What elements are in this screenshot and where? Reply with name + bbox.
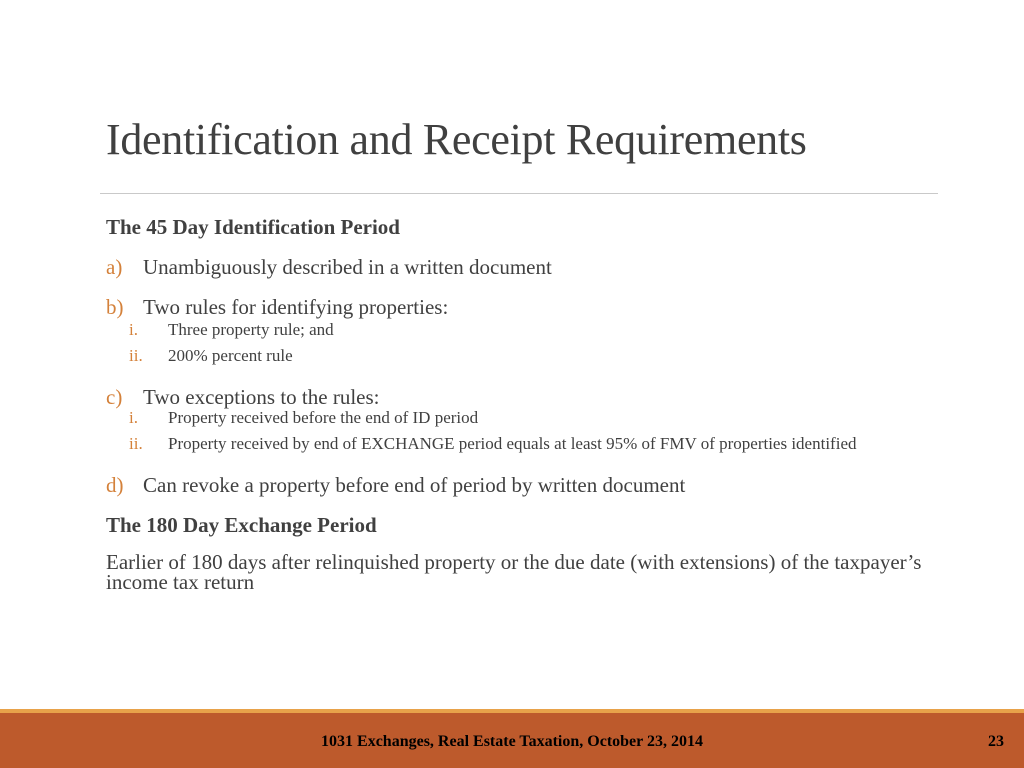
- sub-marker: ii.: [129, 434, 143, 453]
- sub-item-text: Property received before the end of ID period: [168, 408, 479, 427]
- section-paragraph: Earlier of 180 days after relinquished property or the due date (with extensions) of the taxpayer’s income tax return: [106, 550, 922, 594]
- list-item-c: [106, 384, 956, 410]
- sub-item-b-ii: [106, 348, 956, 364]
- footer-text: 1031 Exchanges, Real Estate Taxation, October 23, 2014: [321, 733, 703, 750]
- footer-bar: [0, 713, 1024, 768]
- section-heading-180-day: The 180 Day Exchange Period: [106, 513, 377, 537]
- sub-item-text: 200% percent rule: [168, 346, 293, 365]
- list-item-text: Can revoke a property before end of period by written document: [143, 473, 686, 497]
- list-item-b: [106, 294, 956, 320]
- sub-item-c-i: [106, 410, 956, 426]
- sub-item-c-ii: [106, 436, 956, 452]
- section-heading-45-day: The 45 Day Identification Period: [106, 215, 400, 239]
- list-item-text: Two rules for identifying properties:: [143, 295, 449, 319]
- sub-marker: i.: [129, 320, 138, 339]
- slide-body: [106, 214, 956, 592]
- list-marker: c): [106, 385, 123, 409]
- page-number: 23: [988, 733, 1004, 750]
- sub-item-text: Three property rule; and: [168, 320, 334, 339]
- slide-title: Identification and Receipt Requirements: [106, 115, 807, 164]
- list-marker: b): [106, 295, 124, 319]
- list-item-d: [106, 472, 956, 498]
- sub-marker: i.: [129, 408, 138, 427]
- sub-item-b-i: [106, 322, 956, 338]
- sub-marker: ii.: [129, 346, 143, 365]
- list-item-text: Two exceptions to the rules:: [143, 385, 380, 409]
- sub-item-text: Property received by end of EXCHANGE period equals at least 95% of FMV of properties identified: [168, 434, 857, 453]
- list-marker: a): [106, 255, 123, 279]
- title-divider: [100, 193, 938, 194]
- list-marker: d): [106, 473, 124, 497]
- list-item-a: [106, 254, 956, 280]
- list-item-text: Unambiguously described in a written document: [143, 255, 552, 279]
